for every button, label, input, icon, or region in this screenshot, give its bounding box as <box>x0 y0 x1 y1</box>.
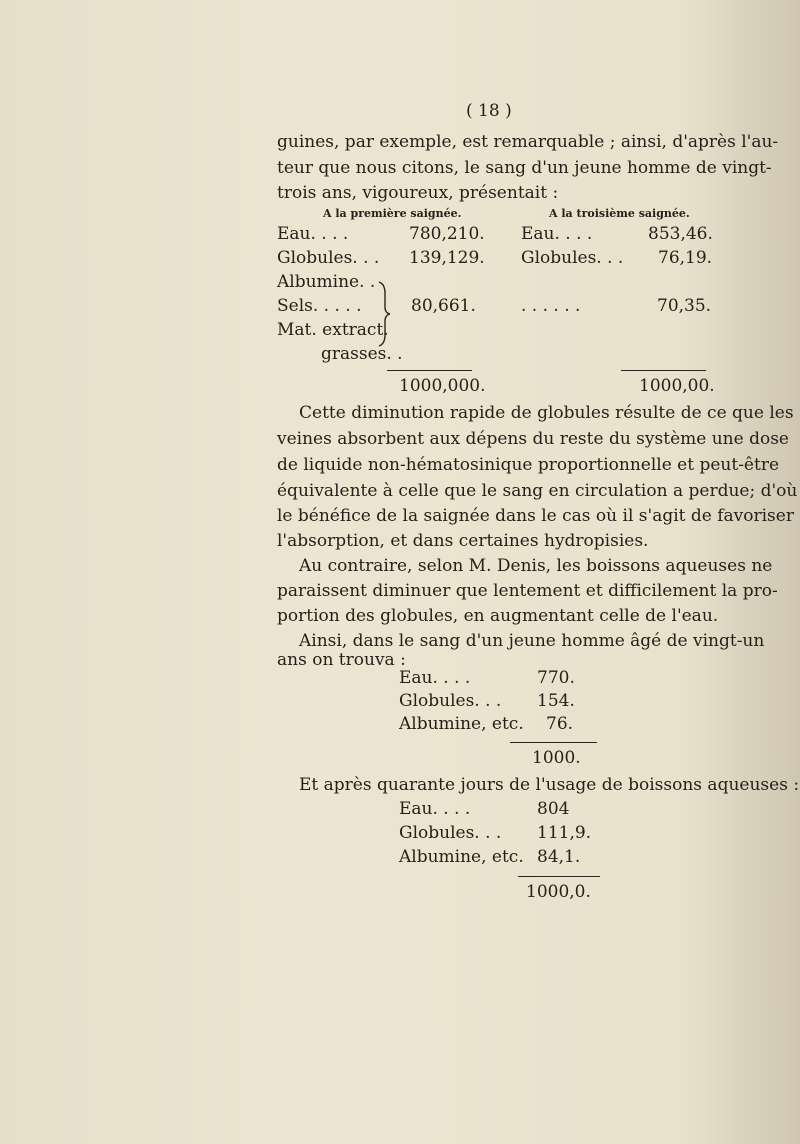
paragraph-line: paraissent diminuer que lentement et difficilement la pro- <box>277 581 778 601</box>
intro-line: guines, par exemple, est remarquable ; ainsi, d'après l'au- <box>277 132 779 152</box>
intro-line: teur que nous citons, le sang d'un jeune homme de vingt- <box>277 158 772 178</box>
row-label-globules: Globules. . . <box>277 248 380 268</box>
row-label-sels: Sels. . . . . <box>277 296 362 316</box>
paragraph-line: Ainsi, dans le sang d'un jeune homme âgé de vingt-un <box>299 631 765 651</box>
value-third-globules: 76,19. <box>658 248 713 268</box>
row-label-albumine: Albumine. . <box>277 272 376 292</box>
total-first: 1000,000. <box>399 376 486 396</box>
paragraph-line: Et après quarante jours de l'usage de boissons aqueuses : <box>299 775 800 795</box>
row-label-globules-right: Globules. . . <box>521 248 624 268</box>
paragraph-line: de liquide non-hématosinique proportionnelle et peut-être <box>277 455 780 475</box>
table3-value-albumine: 84,1. <box>537 847 581 867</box>
row-label-grasses: grasses. . <box>321 344 403 364</box>
table2-total: 1000. <box>532 748 581 768</box>
paragraph-line: Cette diminution rapide de globules résulte de ce que les <box>299 403 794 423</box>
value-third-grouped: 70,35. <box>657 296 712 316</box>
row-label-mat-extract: Mat. extract. <box>277 320 389 340</box>
value-first-globules: 139,129. <box>409 248 485 268</box>
paragraph-line: l'absorption, et dans certaines hydropisies. <box>277 531 649 551</box>
table3-total: 1000,0. <box>526 882 591 902</box>
grouped-leader-dots: . . . . . . <box>521 296 581 316</box>
table3-label-eau: Eau. . . . <box>399 799 471 819</box>
value-first-grouped: 80,661. <box>411 296 476 316</box>
paragraph-line: équivalente à celle que le sang en circulation a perdue; d'où <box>277 481 798 501</box>
table3-value-globules: 111,9. <box>537 823 592 843</box>
row-label-eau-right: Eau. . . . <box>521 224 593 244</box>
table3-label-globules: Globules. . . <box>399 823 502 843</box>
table3-value-eau: 804 <box>537 799 570 819</box>
grouping-brace <box>377 281 391 347</box>
page-number: ( 18 ) <box>466 101 512 121</box>
table2-value-eau: 770. <box>537 668 575 688</box>
value-third-eau: 853,46. <box>648 224 713 244</box>
paragraph-line: portion des globules, en augmentant celle de l'eau. <box>277 606 719 626</box>
paragraph-line: Au contraire, selon M. Denis, les boissons aqueuses ne <box>299 556 773 576</box>
table2-label-globules: Globules. . . <box>399 691 502 711</box>
paragraph-line: veines absorbent aux dépens du reste du système une dose <box>277 429 789 449</box>
total-rule-first <box>387 370 472 371</box>
table2-total-rule <box>510 742 597 743</box>
table3-total-rule <box>518 876 600 877</box>
paragraph-line: ans on trouva : <box>277 650 406 670</box>
paragraph-line: le bénéfice de la saignée dans le cas où il s'agit de favoriser <box>277 506 794 526</box>
table2-value-globules: 154. <box>537 691 575 711</box>
row-label-eau: Eau. . . . <box>277 224 349 244</box>
intro-line: trois ans, vigoureux, présentait : <box>277 183 559 203</box>
table2-value-albumine: 76. <box>546 714 574 734</box>
column-header-third-bleeding: A la troisième saignée. <box>549 207 690 220</box>
total-third: 1000,00. <box>639 376 715 396</box>
table2-label-eau: Eau. . . . <box>399 668 471 688</box>
column-header-first-bleeding: A la première saignée. <box>323 207 462 220</box>
value-first-eau: 780,210. <box>409 224 485 244</box>
table2-label-albumine: Albumine, etc. <box>399 714 524 734</box>
total-rule-third <box>621 370 706 371</box>
table3-label-albumine: Albumine, etc. <box>399 847 524 867</box>
